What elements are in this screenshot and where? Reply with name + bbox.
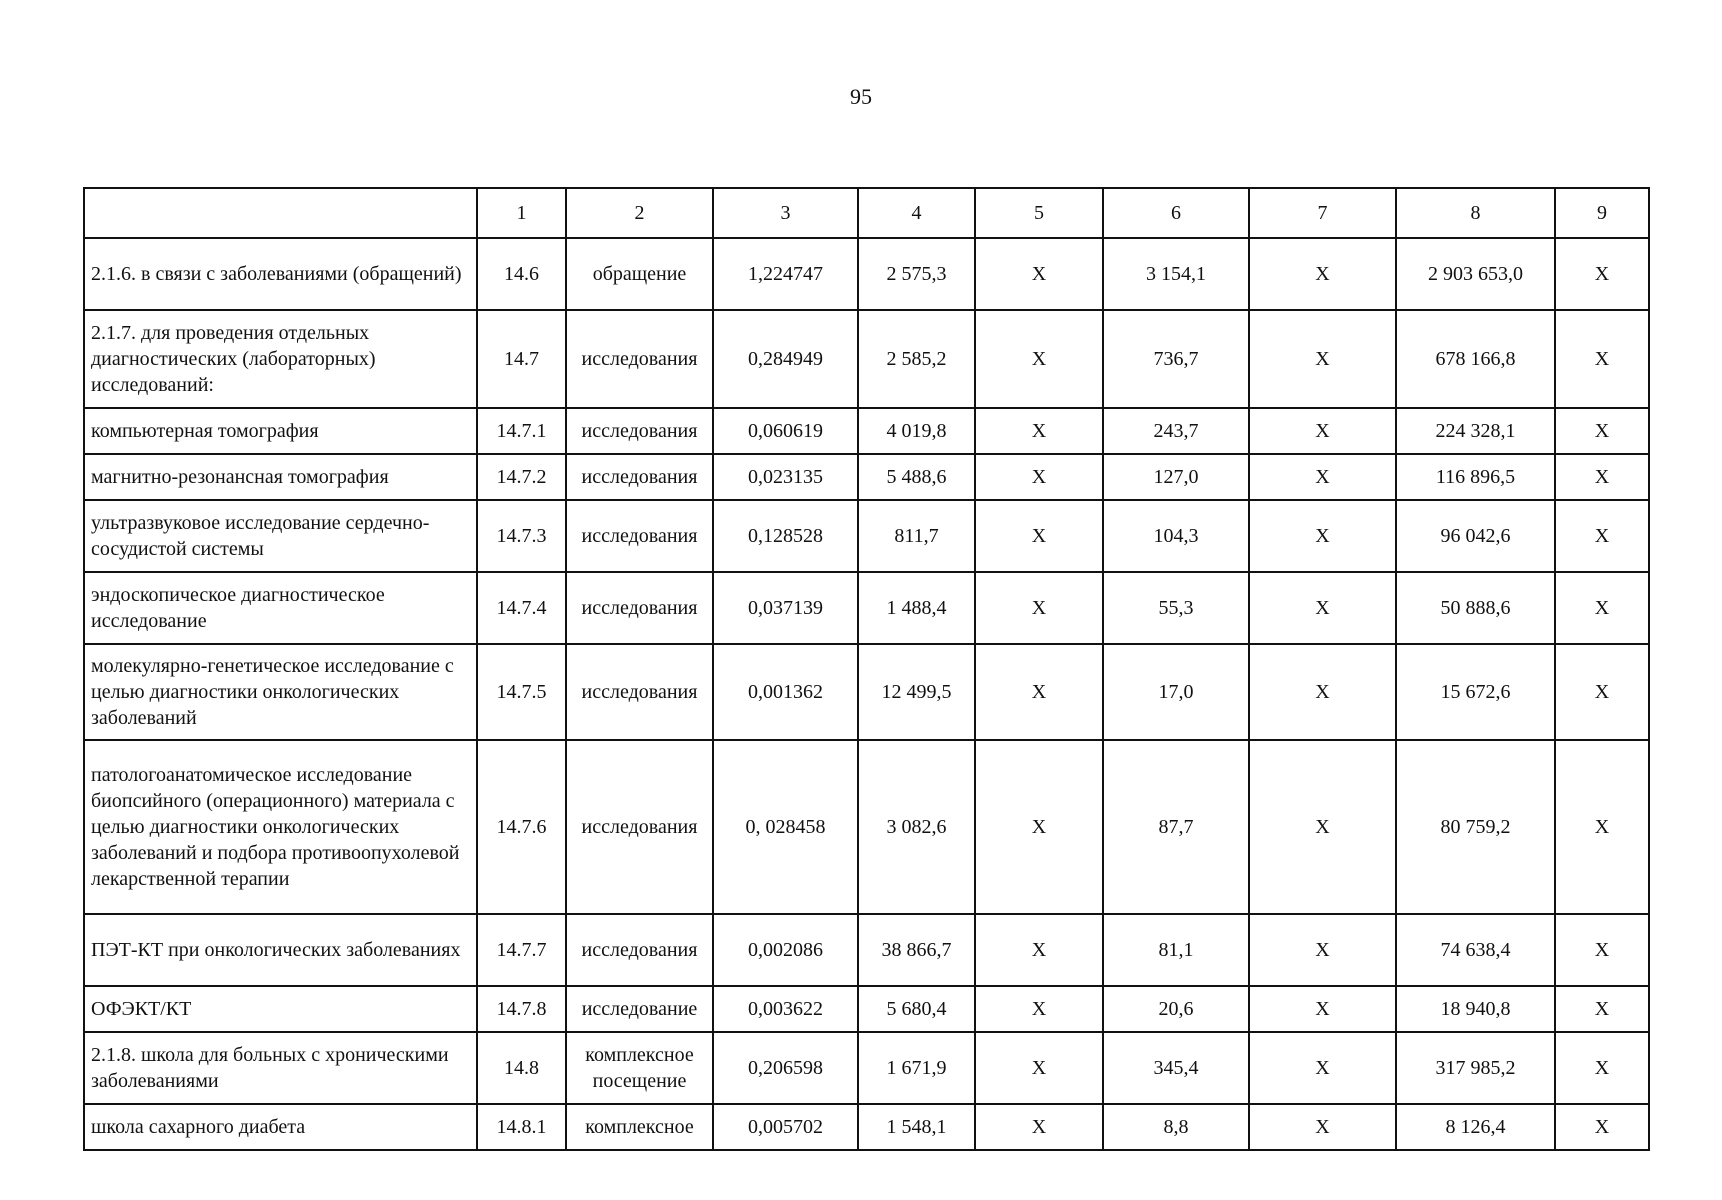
header-cell: 4	[858, 188, 975, 238]
table-row	[84, 986, 1649, 1032]
row-name: 2.1.7. для проведения отдельных диагностических (лабораторных) исследований:	[84, 310, 477, 408]
row-unit: исследования	[566, 572, 713, 644]
header-cell: 7	[1249, 188, 1396, 238]
row-col4: 5 488,6	[858, 454, 975, 500]
row-col7: X	[1249, 1032, 1396, 1104]
table-row	[84, 500, 1649, 572]
row-unit: исследования	[566, 454, 713, 500]
row-name: эндоскопическое диагностическое исследование	[84, 572, 477, 644]
row-col3: 0, 028458	[713, 740, 858, 914]
row-code: 14.7.5	[477, 644, 566, 740]
row-col7: X	[1249, 740, 1396, 914]
row-col4: 3 082,6	[858, 740, 975, 914]
row-code: 14.7.6	[477, 740, 566, 914]
row-col4: 38 866,7	[858, 914, 975, 986]
row-code: 14.8	[477, 1032, 566, 1104]
row-col8: 224 328,1	[1396, 408, 1555, 454]
row-col3: 0,002086	[713, 914, 858, 986]
row-col5: X	[975, 238, 1103, 310]
row-col5: X	[975, 1032, 1103, 1104]
row-name: магнитно-резонансная томография	[84, 454, 477, 500]
row-col4: 4 019,8	[858, 408, 975, 454]
row-col3: 0,023135	[713, 454, 858, 500]
row-col3: 0,005702	[713, 1104, 858, 1150]
row-col7: X	[1249, 914, 1396, 986]
row-col3: 0,284949	[713, 310, 858, 408]
row-col5: X	[975, 986, 1103, 1032]
row-col4: 12 499,5	[858, 644, 975, 740]
row-col4: 1 548,1	[858, 1104, 975, 1150]
row-col3: 0,128528	[713, 500, 858, 572]
row-col3: 0,001362	[713, 644, 858, 740]
row-code: 14.7.7	[477, 914, 566, 986]
row-unit: комплексное	[566, 1104, 713, 1150]
row-col3: 0,060619	[713, 408, 858, 454]
row-col8: 96 042,6	[1396, 500, 1555, 572]
row-col7: X	[1249, 310, 1396, 408]
row-col4: 2 585,2	[858, 310, 975, 408]
row-col4: 811,7	[858, 500, 975, 572]
table-row	[84, 408, 1649, 454]
row-col3: 1,224747	[713, 238, 858, 310]
row-col6: 127,0	[1103, 454, 1249, 500]
header-cell: 2	[566, 188, 713, 238]
header-cell	[84, 188, 477, 238]
row-col6: 736,7	[1103, 310, 1249, 408]
row-col6: 55,3	[1103, 572, 1249, 644]
header-cell: 9	[1555, 188, 1649, 238]
row-col8: 2 903 653,0	[1396, 238, 1555, 310]
row-code: 14.7.4	[477, 572, 566, 644]
header-cell: 5	[975, 188, 1103, 238]
row-col5: X	[975, 644, 1103, 740]
table-row	[84, 310, 1649, 408]
row-col8: 74 638,4	[1396, 914, 1555, 986]
row-col8: 15 672,6	[1396, 644, 1555, 740]
row-col6: 87,7	[1103, 740, 1249, 914]
row-unit: исследования	[566, 644, 713, 740]
header-cell: 1	[477, 188, 566, 238]
row-unit: исследования	[566, 914, 713, 986]
row-col8: 80 759,2	[1396, 740, 1555, 914]
row-col6: 104,3	[1103, 500, 1249, 572]
row-col5: X	[975, 1104, 1103, 1150]
row-col6: 20,6	[1103, 986, 1249, 1032]
header-cell: 6	[1103, 188, 1249, 238]
table-row	[84, 1032, 1649, 1104]
row-col3: 0,206598	[713, 1032, 858, 1104]
row-unit: исследования	[566, 408, 713, 454]
row-name: школа сахарного диабета	[84, 1104, 477, 1150]
row-col7: X	[1249, 500, 1396, 572]
header-cell: 8	[1396, 188, 1555, 238]
table-row	[84, 1104, 1649, 1150]
row-col8: 116 896,5	[1396, 454, 1555, 500]
row-col4: 5 680,4	[858, 986, 975, 1032]
row-col5: X	[975, 454, 1103, 500]
table-row	[84, 238, 1649, 310]
row-code: 14.7.2	[477, 454, 566, 500]
row-col9: X	[1555, 310, 1649, 408]
row-code: 14.7.8	[477, 986, 566, 1032]
row-col7: X	[1249, 1104, 1396, 1150]
row-unit: комплексное посещение	[566, 1032, 713, 1104]
row-col4: 1 488,4	[858, 572, 975, 644]
row-col3: 0,003622	[713, 986, 858, 1032]
row-col6: 345,4	[1103, 1032, 1249, 1104]
row-name: патологоанатомическое исследование биопсийного (операционного) материала с целью диагностики онкологических заболеваний и подбора противоопухолевой лекарственной терапии	[84, 740, 477, 914]
row-name: 2.1.6. в связи с заболеваниями (обращений)	[84, 238, 477, 310]
row-col8: 18 940,8	[1396, 986, 1555, 1032]
row-col7: X	[1249, 238, 1396, 310]
row-col6: 81,1	[1103, 914, 1249, 986]
row-col6: 8,8	[1103, 1104, 1249, 1150]
row-col3: 0,037139	[713, 572, 858, 644]
row-col7: X	[1249, 408, 1396, 454]
row-col9: X	[1555, 454, 1649, 500]
row-code: 14.7.3	[477, 500, 566, 572]
data-table	[83, 187, 1650, 1151]
row-code: 14.7	[477, 310, 566, 408]
row-name: 2.1.8. школа для больных с хроническими заболеваниями	[84, 1032, 477, 1104]
row-col8: 678 166,8	[1396, 310, 1555, 408]
row-col9: X	[1555, 914, 1649, 986]
row-col6: 17,0	[1103, 644, 1249, 740]
row-col9: X	[1555, 408, 1649, 454]
table-row	[84, 740, 1649, 914]
row-name: ультразвуковое исследование сердечно-сосудистой системы	[84, 500, 477, 572]
row-unit: обращение	[566, 238, 713, 310]
table-row	[84, 914, 1649, 986]
table-row	[84, 572, 1649, 644]
row-col7: X	[1249, 454, 1396, 500]
row-col9: X	[1555, 1104, 1649, 1150]
row-unit: исследования	[566, 740, 713, 914]
row-col8: 50 888,6	[1396, 572, 1555, 644]
table-row	[84, 454, 1649, 500]
row-col6: 3 154,1	[1103, 238, 1249, 310]
row-col5: X	[975, 914, 1103, 986]
row-code: 14.7.1	[477, 408, 566, 454]
row-col7: X	[1249, 644, 1396, 740]
row-code: 14.8.1	[477, 1104, 566, 1150]
header-cell: 3	[713, 188, 858, 238]
row-col9: X	[1555, 500, 1649, 572]
row-unit: исследования	[566, 310, 713, 408]
row-col6: 243,7	[1103, 408, 1249, 454]
row-col4: 1 671,9	[858, 1032, 975, 1104]
row-unit: исследования	[566, 500, 713, 572]
row-col4: 2 575,3	[858, 238, 975, 310]
row-name: ПЭТ-КТ при онкологических заболеваниях	[84, 914, 477, 986]
row-col9: X	[1555, 1032, 1649, 1104]
row-col5: X	[975, 500, 1103, 572]
table-row	[84, 644, 1649, 740]
row-col7: X	[1249, 572, 1396, 644]
row-col7: X	[1249, 986, 1396, 1032]
row-col5: X	[975, 572, 1103, 644]
row-col8: 8 126,4	[1396, 1104, 1555, 1150]
row-col5: X	[975, 740, 1103, 914]
row-col5: X	[975, 408, 1103, 454]
row-col9: X	[1555, 740, 1649, 914]
row-col9: X	[1555, 238, 1649, 310]
row-name: компьютерная томография	[84, 408, 477, 454]
row-col5: X	[975, 310, 1103, 408]
row-unit: исследование	[566, 986, 713, 1032]
row-col8: 317 985,2	[1396, 1032, 1555, 1104]
page-number: 95	[850, 84, 872, 109]
row-col9: X	[1555, 644, 1649, 740]
row-name: молекулярно-генетическое исследование с целью диагностики онкологических заболеваний	[84, 644, 477, 740]
row-col9: X	[1555, 986, 1649, 1032]
header-row	[84, 188, 1649, 238]
row-col9: X	[1555, 572, 1649, 644]
row-name: ОФЭКТ/КТ	[84, 986, 477, 1032]
row-code: 14.6	[477, 238, 566, 310]
